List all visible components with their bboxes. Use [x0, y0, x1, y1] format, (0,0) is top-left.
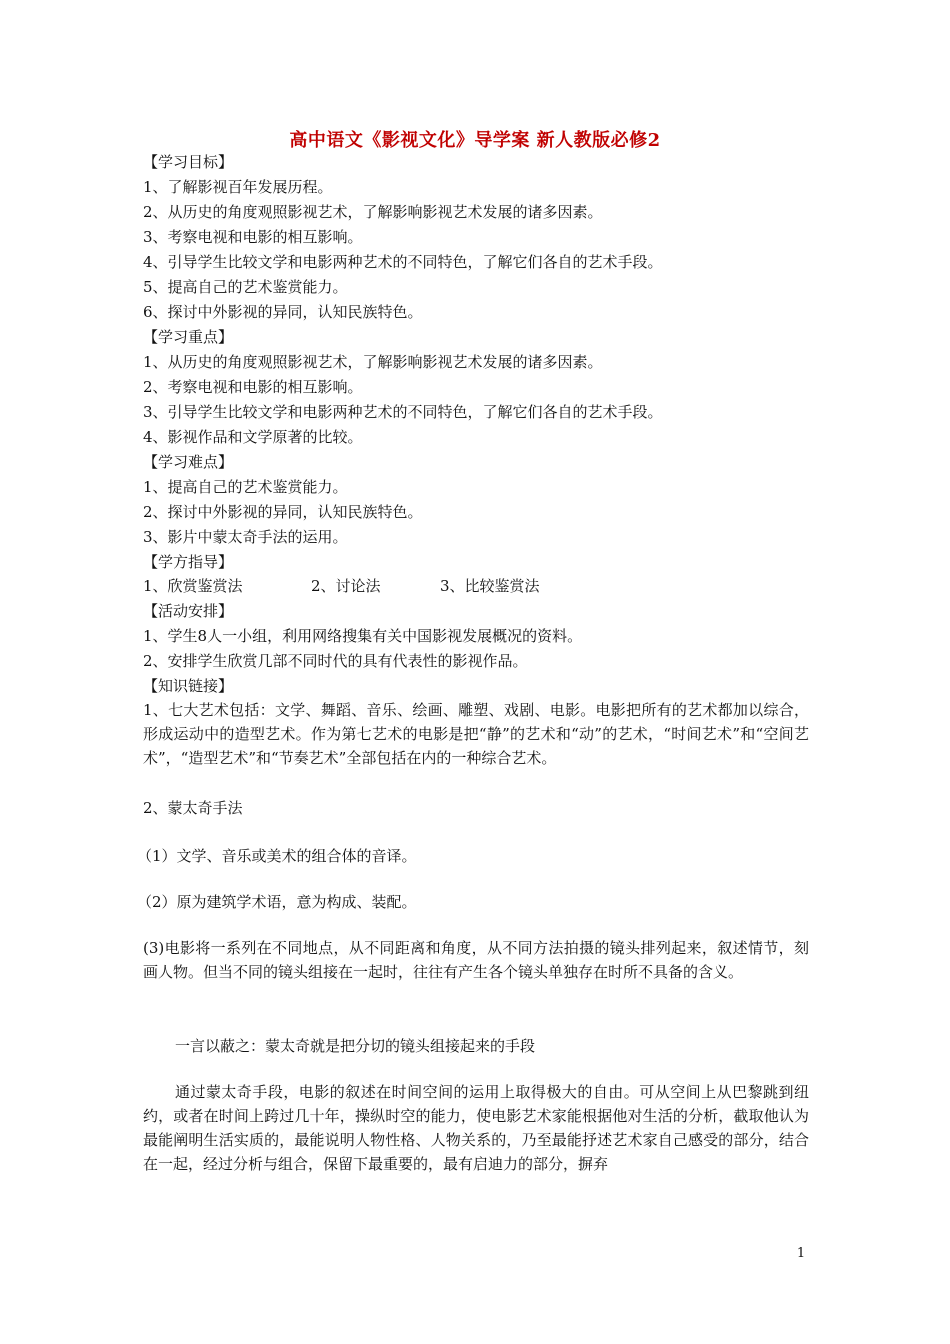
section-heading-method: 【学方指导】	[143, 553, 234, 571]
list-item: 2、从历史的角度观照影视艺术，了解影响影视艺术发展的诸多因素。	[143, 203, 603, 221]
list-item: 1、从历史的角度观照影视艺术，了解影响影视艺术发展的诸多因素。	[143, 353, 603, 371]
section-heading-knowledge: 【知识链接】	[143, 677, 234, 695]
list-item: 1、提高自己的艺术鉴赏能力。	[143, 478, 348, 496]
section-heading-activity: 【活动安排】	[143, 602, 234, 620]
list-item: 3、影片中蒙太奇手法的运用。	[143, 528, 348, 546]
list-item: 4、引导学生比较文学和电影两种艺术的不同特色，了解它们各自的艺术手段。	[143, 253, 663, 271]
list-item: 3、引导学生比较文学和电影两种艺术的不同特色，了解它们各自的艺术手段。	[143, 403, 663, 421]
list-item: 2、探讨中外影视的异同，认知民族特色。	[143, 503, 423, 521]
page-number: 1	[796, 1246, 806, 1261]
paragraph-montage-def-1: （1）文学、音乐或美术的组合体的音译。	[137, 847, 417, 865]
section-heading-goals: 【学习目标】	[143, 153, 234, 171]
list-item: 6、探讨中外影视的异同，认知民族特色。	[143, 303, 423, 321]
list-item: 4、影视作品和文学原著的比较。	[143, 428, 363, 446]
method-item: 3、比较鉴赏法	[440, 577, 540, 595]
list-item: 1、学生8人一小组，利用网络搜集有关中国影视发展概况的资料。	[143, 627, 583, 645]
paragraph-montage-heading: 2、蒙太奇手法	[143, 799, 243, 817]
section-heading-focus: 【学习重点】	[143, 328, 234, 346]
list-item: 2、考察电视和电影的相互影响。	[143, 378, 363, 396]
paragraph-montage-def-2: （2）原为建筑学术语，意为构成、装配。	[137, 893, 417, 911]
paragraph-montage-def-3: (3)电影将一系列在不同地点，从不同距离和角度，从不同方法拍摄的镜头排列起来，叙述情节，刻画人物。但当不同的镜头组接在一起时，往往有产生各个镜头单独存在时所不具备的含义。	[143, 939, 809, 981]
paragraph-montage-explanation: 通过蒙太奇手段，电影的叙述在时间空间的运用上取得极大的自由。可从空间上从巴黎跳到纽约，或者在时间上跨过几十年，操纵时空的能力，使电影艺术家能根据他对生活的分析，截取他认为最能阐明生活实质的，最能说明人物性格、人物关系的，乃至最能抒述艺术家自己感受的部分，结合在一起，经过分析与组合，保留下最重要的，最有启迪力的部分，摒弃	[143, 1083, 809, 1173]
list-item: 2、安排学生欣赏几部不同时代的具有代表性的影视作品。	[143, 652, 528, 670]
method-item: 1、欣赏鉴赏法	[143, 577, 243, 595]
page-title: 高中语文《影视文化》导学案 新人教版必修2	[289, 130, 661, 151]
paragraph-montage-summary: 一言以蔽之：蒙太奇就是把分切的镜头组接起来的手段	[175, 1037, 536, 1055]
list-item: 3、考察电视和电影的相互影响。	[143, 228, 363, 246]
section-heading-difficulty: 【学习难点】	[143, 453, 234, 471]
method-item: 2、讨论法	[311, 577, 381, 595]
list-item: 1、了解影视百年发展历程。	[143, 178, 333, 196]
list-item: 5、提高自己的艺术鉴赏能力。	[143, 278, 348, 296]
paragraph-seven-arts: 1、七大艺术包括：文学、舞蹈、音乐、绘画、雕塑、戏剧、电影。电影把所有的艺术都加以综合，形成运动中的造型艺术。作为第七艺术的电影是把“静”的艺术和“动”的艺术，“时间艺术”和“空间艺术”，“造型艺术”和“节奏艺术”全部包括在内的一种综合艺术。	[143, 701, 809, 767]
